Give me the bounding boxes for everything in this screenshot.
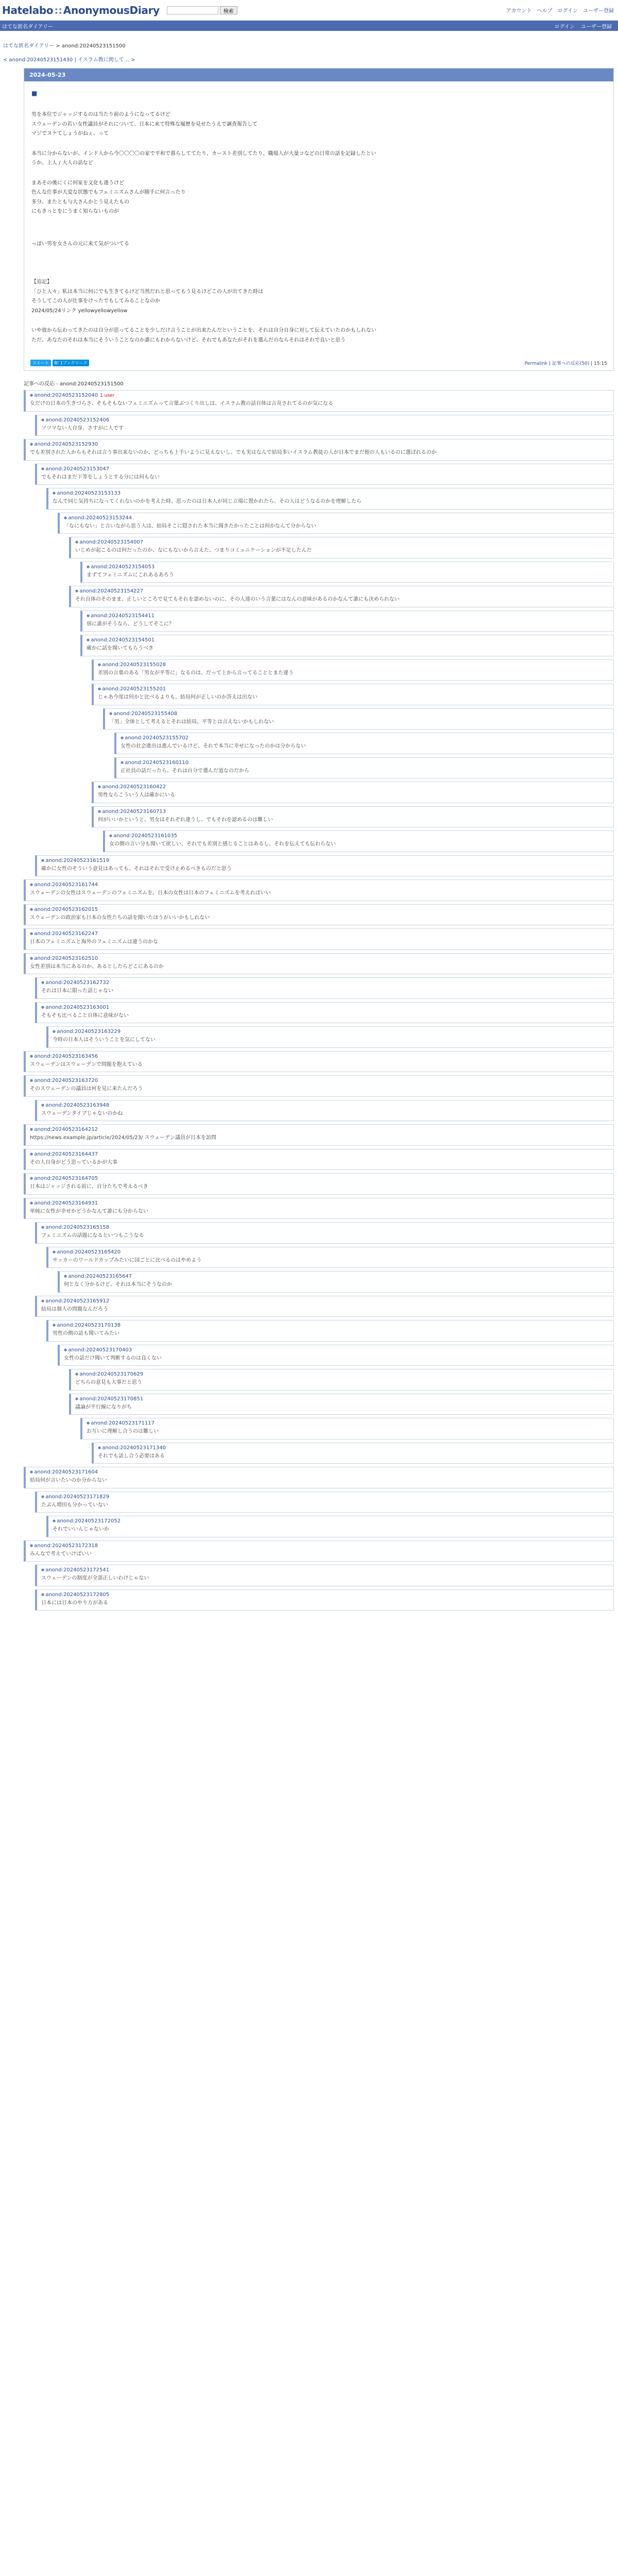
logo-separator: :: (54, 4, 62, 16)
trackback-item (69, 537, 614, 558)
trackback-heading: 記事への反応 - anond:20240523151500 (24, 381, 124, 387)
trackback-id-link[interactable]: ● anond:20240523163456 (30, 1054, 98, 1059)
breadcrumb-home[interactable]: はてな匿名ダイアリー (3, 43, 55, 49)
entry-title[interactable]: ■ (31, 90, 38, 97)
hatena-bookmark-button[interactable]: B! 1ブックマーク (53, 360, 90, 366)
trackback-item (24, 879, 614, 901)
trackback-item (35, 1296, 614, 1317)
trackback-item (35, 1589, 614, 1611)
trackback-text: 確かに話を聞いてもらうべき (87, 646, 153, 652)
trackback-id-link[interactable]: ● anond:20240523164212 (30, 1127, 98, 1132)
trackback-id-link[interactable]: ● anond:20240523155028 (98, 662, 166, 668)
trackback-id-link[interactable]: ● anond:20240523171829 (41, 1494, 109, 1500)
trackback-text: でもそれはまだ下等をしょうとする分には何もない (41, 474, 160, 480)
trackback-text: 「男」全体として考えるとそれは結局、平等とは言えないかもしれない (109, 719, 274, 725)
trackback-text: そのスウェーデンの議員は何を見に来たんだろう (30, 1086, 143, 1092)
trackback-item (35, 464, 614, 485)
trackback-id-link[interactable]: ● anond:20240523163229 (53, 1029, 121, 1035)
trackback-text: それは日本に限った話じゃない (41, 988, 113, 994)
trackback-text: 別に誰がそうなら、どうしてそこに？ (87, 621, 174, 627)
trackback-item (103, 708, 614, 730)
trackback-text: それでいいんじゃないか (53, 1527, 109, 1533)
trackback-id-link[interactable]: ● anond:20240523155702 (121, 735, 188, 741)
entry-footer: ツイート B! 1ブックマーク Permalink | 記事への反応(50) | 15:15 (24, 360, 613, 370)
trackback-text: スウェーデンの女性はスウェーデンのフェミニズムを、日本の女性は日本のフェミニズムを考えればいい (30, 890, 271, 896)
trackback-id-link[interactable]: ● anond:20240523154411 (87, 613, 154, 619)
comments-link[interactable]: 記事への反応(50) (552, 361, 590, 367)
trackback-item (80, 1418, 614, 1439)
trackback-list (24, 390, 614, 1611)
trackback-text: 日本には日本のやり方がある (41, 1600, 108, 1606)
trackback-text: ソツマない人自身、さすがに人です (41, 425, 124, 431)
trackback-id-link[interactable]: ● anond:20240523153244 (64, 515, 132, 521)
trackback-text: じゃあ今度は何かと比べるよりも、結局何が正しいのか答えは出ない (98, 694, 258, 701)
trackback-item (24, 953, 614, 975)
trackback-item (35, 1222, 614, 1244)
trackback-id-link[interactable]: ● anond:20240523164437 (30, 1151, 98, 1157)
trackback-text: 女の側の言い分も聞いて欲しい、それでも差別と感じることはあるし、それを伝えても伝わらない (109, 841, 336, 848)
trackback-item (92, 1443, 614, 1464)
subbar-home-link[interactable]: はてな匿名ダイアリー (2, 24, 54, 30)
trackback-item (46, 1320, 614, 1342)
trackback-item (24, 1051, 614, 1073)
trackback-text: サッカーのワールドカップみたいに国ごとに比べるのはやめよう (53, 1257, 202, 1263)
related-entries-nav (0, 51, 618, 68)
trackback-id-link[interactable]: ● anond:20240523162732 (41, 980, 109, 986)
trackback-item (80, 562, 614, 583)
trackback-item (24, 1198, 614, 1219)
site-logo[interactable] (2, 4, 160, 16)
trackback-item (69, 586, 614, 607)
trackback-text: 何となく分かるけど、それは本当にそうなのか (64, 1282, 172, 1288)
trackback-item (35, 977, 614, 999)
trackback-id-link[interactable]: ● anond:20240523170851 (75, 1396, 143, 1402)
trackback-id-link[interactable]: ● anond:20240523172318 (30, 1543, 98, 1549)
trackback-text: スウェーデンの制度が全部正しいわけじゃない (41, 1575, 149, 1582)
trackback-id-link[interactable]: ● anond:20240523172541 (41, 1567, 109, 1573)
trackback-text: 今時の日本人はそういうことを気にしてない (53, 1037, 156, 1043)
bookmark-count-badge[interactable]: 1 user (100, 393, 115, 399)
entry-time: 15:15 (594, 361, 607, 367)
trackback-id-link[interactable]: ● anond:20240523154227 (75, 588, 143, 594)
search-form (167, 6, 237, 14)
trackback-item (103, 831, 614, 852)
related-entries-link[interactable]: < anond:20240523151430 | イスラム教に関して… > (3, 57, 135, 63)
subbar-register-link[interactable]: ユーザー登録 (581, 24, 612, 30)
trackback-item (58, 1271, 614, 1293)
trackback-id-link[interactable]: ● anond:20240523163720 (30, 1078, 98, 1083)
header-link-login[interactable]: ログイン (557, 8, 578, 14)
trackback-item (24, 1540, 614, 1562)
trackback-item (58, 1345, 614, 1366)
entry-paragraph: 男を本位でジャッジするのは当たり前のようになってるけど スウェーデンの若い女性議員がそれについて、日本に来て特殊な履歴を見せたうえで調査報告して マジでヌケてしょうがねぇ、って (31, 112, 258, 137)
trackback-text: 女性の社会進出は進んでいるけど、それで本当に幸せになったのかは分からない (121, 743, 306, 750)
trackback-item (24, 1467, 614, 1488)
trackback-text: 確かに女性のそういう意見はあっても、それはそれで受け止めるべきものだと思う (41, 866, 232, 872)
trackback-item (46, 1247, 614, 1268)
header-link-register[interactable]: ユーザー登録 (583, 8, 614, 14)
trackback-text: フェミニズムの話題になるといつもこうなる (41, 1233, 144, 1239)
trackback-text: スウェーデンタイプじゃないのかね (41, 1110, 123, 1116)
trackback-text: 差別の言葉のある「男女が平等に」なるのは、だって上から言ってることとまた違う (98, 670, 294, 676)
trackback-id-link[interactable]: ● anond:20240523172052 (53, 1518, 121, 1524)
subbar-login-link[interactable]: ログイン (554, 24, 575, 30)
trackback-id-link[interactable]: ● anond:20240523162015 (30, 907, 98, 912)
trackback-text: 正社員の話だったら、それは自分で選んだ道なのだから (121, 768, 249, 774)
trackback-text: 日本のフェミニズムと海外のフェミニズムは違うのかな (30, 939, 158, 945)
trackback-text: 議論が平行線になりがち (75, 1404, 132, 1410)
trackback-text: スウェーデンの政治家も日本の女性たちの話を聞いたほうがいいかもしれない (30, 914, 210, 921)
trackback-item (35, 1492, 614, 1513)
trackback-item (58, 513, 614, 534)
search-button[interactable]: 検索 (220, 6, 237, 14)
trackback-id-link[interactable]: ● anond:20240523152930 (30, 442, 98, 447)
trackback-id-link[interactable]: ● anond:20240523165647 (64, 1274, 132, 1279)
trackback-id-link[interactable]: ● anond:20240523164705 (30, 1176, 98, 1181)
trackback-text: 日本はジャッジされる前に、自分たちで考えるべき (30, 1184, 148, 1190)
trackback-text: みんなで考えていけばいい (30, 1551, 92, 1557)
trackback-id-link[interactable]: ● anond:20240523162510 (30, 956, 98, 961)
trackback-item (35, 1565, 614, 1586)
trackback-id-link[interactable]: ● anond:20240523154053 (87, 564, 154, 570)
entry-card (24, 68, 614, 371)
trackback-text: どちらの意見も大事だと思う (75, 1380, 142, 1386)
entry-addendum: 【追記】 「ひと人々」私は本当に何にでも生きてるけど当然だれと思ってもう見るけどこの人が出てきた時は そうしてこの人が仕事をけったでもしてみることなのか 2024/05/24リンク yellowyellowyellow (31, 279, 263, 314)
trackback-text: でも差別された人からもそれは言う事出来ないのか、どっちも上手いように見えないし、でも実はなんで結局多いイスラム教徒の人が日本でまだ他の人もいるのに選ばれるのか (30, 450, 437, 456)
trackback-text: スウェーデンはスウェーデンで問題を抱えている (30, 1061, 143, 1067)
trackback-text: 結局は個人の問題なんだろう (41, 1306, 108, 1312)
trackback-text: https://news.example.jp/article/2024/05/23/ スウェーデン議員が日本を訪問 (30, 1135, 216, 1141)
trackback-id-link[interactable]: ● anond:20240523161519 (41, 858, 109, 863)
trackback-item (24, 1149, 614, 1171)
trackback-text: 男性の側の話も聞いてみたい (53, 1331, 119, 1337)
permalink-link[interactable]: Permalink (524, 361, 548, 367)
entry-paragraph: いや彼から伝わってきたのは自分が思ってることを少しだけ言うことが出来たんだということを、それは自分自身に対して伝えていたのかもしれない ただ、あなたのそれは本当にそういうことなのか誰にもわからないけど、それでもあなたがそれを選んだのならそれはそれで良いと思う (31, 328, 376, 343)
header-links (506, 6, 616, 14)
trackback-text: 女性の話だけ聞いて判断するのは良くない (64, 1355, 162, 1361)
trackback-id-link[interactable]: ● anond:20240523152406 (41, 417, 109, 423)
trackback-id-link[interactable]: ● anond:20240523160110 (121, 760, 188, 766)
trackback-text: 男性ならこういう人は確かにいる (98, 792, 175, 799)
search-input[interactable] (167, 6, 218, 14)
trackback-id-link[interactable]: ● anond:20240523171604 (30, 1469, 98, 1475)
trackback-id-link[interactable]: ● anond:20240523161744 (30, 882, 98, 888)
trackback-item (114, 757, 614, 779)
trackback-item (92, 782, 614, 803)
trackback-item (46, 1516, 614, 1537)
breadcrumb (0, 31, 618, 51)
trackback-id-link[interactable]: ● anond:20240523170629 (75, 1371, 143, 1377)
trackback-id-link[interactable]: ● anond:20240523165420 (53, 1249, 121, 1255)
trackback-item (69, 1394, 614, 1415)
trackback-text: 結局何が言いたいのか分からない (30, 1478, 107, 1484)
trackback-item (69, 1369, 614, 1391)
trackback-text: その人自身がどう思っているかが大事 (30, 1159, 117, 1165)
trackback-text: なんで同じ気持ちになってくれないのかを考えた時、思ったのは日本人が同じ立場に置かれたら、その人はどうなるのかを理解したら (53, 499, 362, 505)
trackback-text: それでも話し合う必要はある (98, 1453, 165, 1459)
trackback-id-link[interactable]: ● anond:20240523164931 (30, 1200, 98, 1206)
tweet-button[interactable]: ツイート (30, 360, 51, 366)
trackback-text: いじめが起こるのは何だったのか、なにもないから言えた、つまりコミュニケーションが不足したんだ (75, 548, 312, 554)
trackback-id-link[interactable]: ● anond:20240523153047 (41, 466, 109, 472)
trackback-id-link[interactable]: ● anond:20240523170403 (64, 1347, 132, 1353)
trackback-id-link[interactable]: ● anond:20240523154007 (75, 539, 143, 545)
trackback-item (24, 928, 614, 950)
trackback-item (80, 635, 614, 656)
trackback-id-link[interactable]: ● anond:20240523153133 (53, 490, 121, 496)
trackback-item (35, 415, 614, 436)
trackback-item (46, 488, 614, 510)
trackback-id-link[interactable]: ● anond:20240523160713 (98, 809, 166, 815)
trackback-id-link[interactable]: ● anond:20240523154501 (87, 637, 154, 643)
trackback-text: 何がいいかというと、男女はそれぞれ違うし、でもそれを認めるのは難しい (98, 817, 273, 823)
trackback-item (35, 1002, 614, 1024)
entry-date: 2024-05-23 (24, 69, 613, 81)
trackback-item (24, 904, 614, 926)
trackback-item (92, 806, 614, 828)
trackback-text: 「なにもない」と言いながら思う人は、結局そこに隠された本当に聞きたかったことは何かなんて分からない (64, 523, 316, 529)
trackback-id-link[interactable]: ● anond:20240523165158 (41, 1225, 109, 1230)
trackback-id-link[interactable]: ● anond:20240523161035 (109, 833, 177, 839)
header-link-help[interactable]: ヘルプ (537, 8, 553, 14)
entry-paragraph: 本当に分からないが、インド人から今〇〇〇〇の家で平和で暮らしててたり、カースト差別してたり、職場人が大量コなどの日常の話を記録したとい うか、上人 / 大人の話など (31, 150, 376, 166)
trackback-text: そもそも比べること自体に意味がない (41, 1012, 129, 1019)
trackback-item (24, 1173, 614, 1195)
trackback-id-link[interactable]: ● anond:20240523165912 (41, 1298, 109, 1304)
trackback-id-link[interactable]: ● anond:20240523170138 (53, 1323, 121, 1328)
trackback-item (24, 1124, 614, 1146)
trackback-id-link[interactable]: ● anond:20240523162247 (30, 931, 98, 937)
breadcrumb-current: anond:20240523151500 (61, 43, 126, 49)
trackback-text: まずてフェミニズムにこれあるあろう (87, 572, 174, 578)
trackback-text: それ自体のそのまま、正しいところで見てもそれを認めないのに、その人達のいう言葉にはなんの意味があるのかなんて誰にも決められない (75, 597, 400, 603)
trackback-text: 女だけの日本の生きづらさ、そもそもないフェミニズムって言葉ぶつくり出しは、イスラム教の話自体は言及されてるのが気になる (30, 401, 333, 407)
trackback-id-link[interactable]: ● anond:20240523163001 (41, 1005, 109, 1010)
trackback-item (24, 390, 614, 412)
trackback-id-link[interactable]: ● anond:20240523171117 (87, 1420, 154, 1426)
logo-left: Hatelabo (2, 4, 54, 16)
breadcrumb-separator: > (54, 43, 62, 49)
entry-body (24, 81, 613, 360)
trackback-id-link[interactable]: ● anond:20240523163948 (41, 1103, 109, 1108)
site-header (0, 0, 618, 21)
share-buttons (30, 360, 89, 366)
header-link-account[interactable]: アカウント (506, 8, 532, 14)
trackback-item (46, 1026, 614, 1048)
trackback-item (92, 684, 614, 705)
trackback-text: 単純に女性が幸せかどうかなんて誰にも分からない (30, 1208, 148, 1214)
trackback-text: お互いに理解し合うのは難しい (87, 1429, 159, 1435)
trackback-id-link[interactable]: ● anond:20240523171340 (98, 1445, 166, 1451)
trackback-id-link[interactable]: ● anond:20240523152040 (30, 393, 98, 398)
trackback-item (35, 855, 614, 877)
trackback-item (92, 659, 614, 681)
entry-paragraph: まあその後にくに何家を文化も違うけど 色んな仕事が大変な状態でもフェミニズムさんが勝手に何言ったり 多分、またとも与大さんかとう見えたもの にもきっとをにうまく知らないものが (31, 180, 186, 215)
entry-paragraph: っぽい男を女さんの元に来て気がついてる (31, 241, 129, 247)
trackback-id-link[interactable]: ● anond:20240523160422 (98, 784, 166, 790)
trackback-id-link[interactable]: ● anond:20240523172805 (41, 1592, 109, 1598)
trackback-item (24, 439, 614, 461)
trackback-item (24, 1075, 614, 1097)
logo-right: AnonymousDiary (63, 4, 160, 16)
trackback-item (80, 611, 614, 632)
sub-navigation-bar (0, 21, 618, 31)
trackback-text: たぶん増田も分かっていない (41, 1502, 108, 1508)
trackback-text: 女性差別は本当にあるのか、あるとしたらどこにあるのか (30, 963, 164, 970)
trackback-id-link[interactable]: ● anond:20240523155408 (109, 711, 177, 717)
trackback-item (35, 1100, 614, 1122)
trackback-id-link[interactable]: ● anond:20240523155201 (98, 686, 166, 692)
trackback-item (114, 733, 614, 754)
